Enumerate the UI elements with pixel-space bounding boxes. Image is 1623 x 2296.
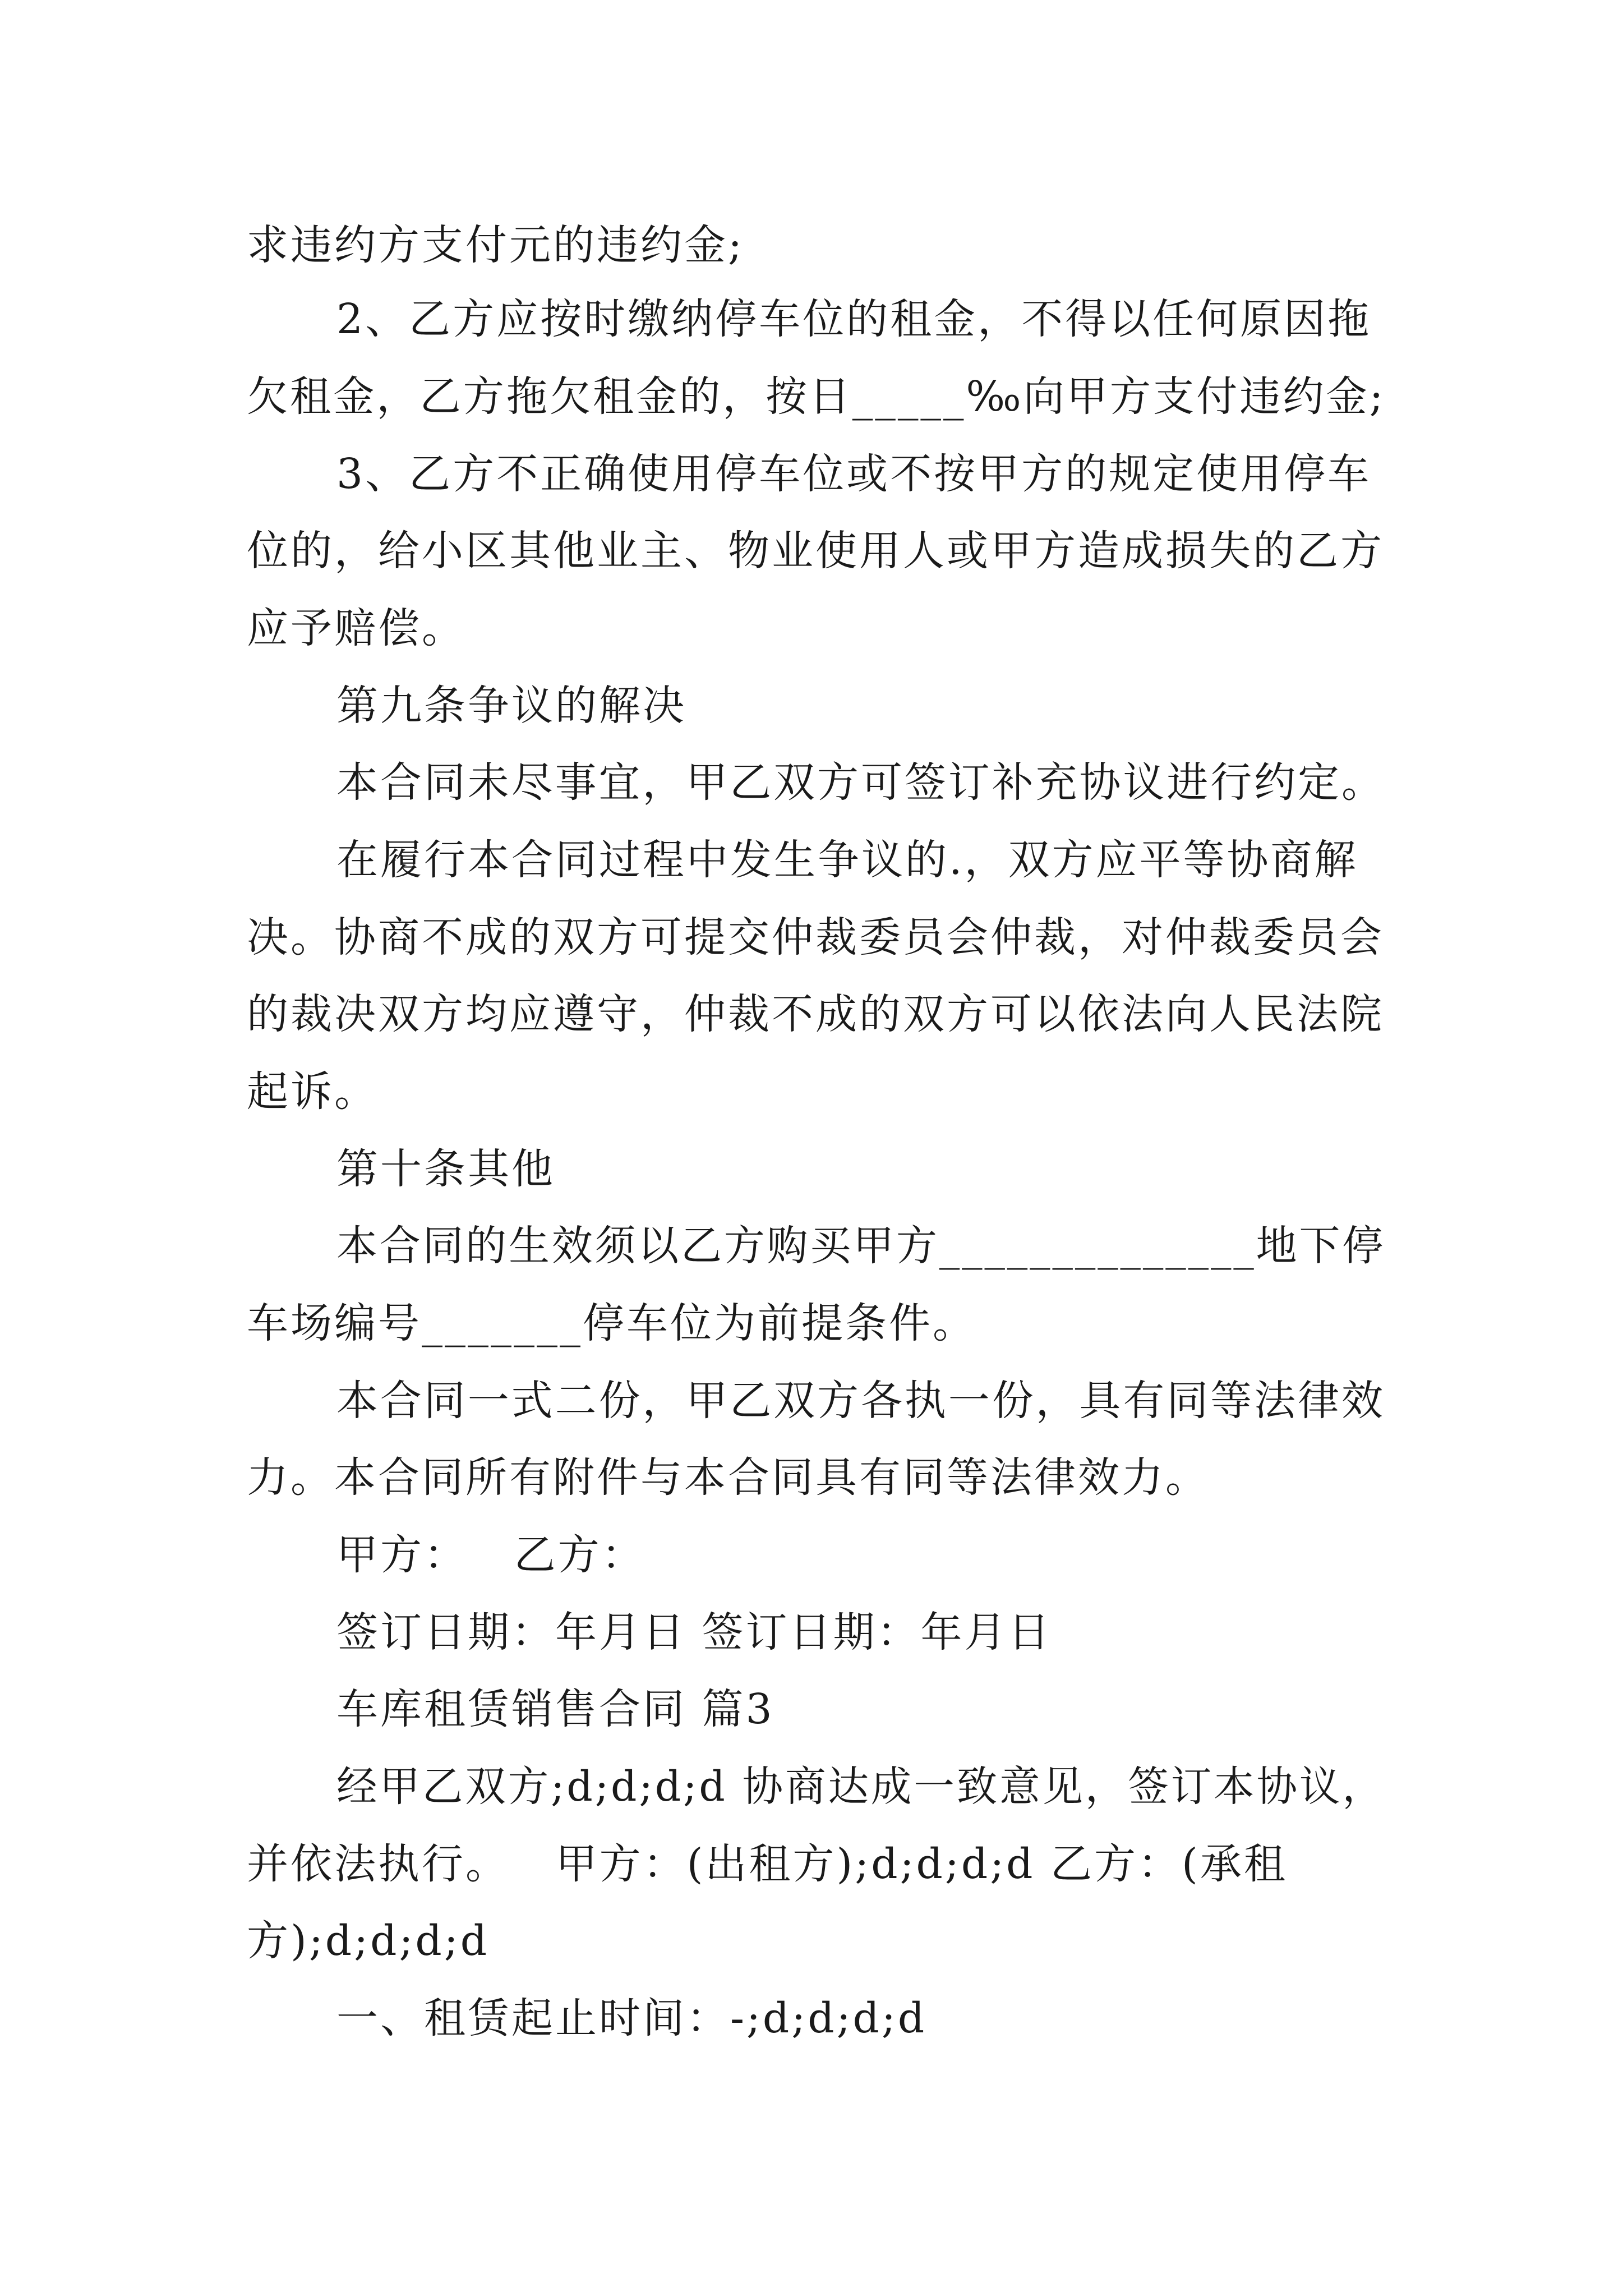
section-heading: 第九条争议的解决 [336,682,686,730]
text-line: 决。协商不成的双方可提交仲裁委员会仲裁，对仲裁委员会 [247,913,1384,961]
text-line: 方);d;d;d;d [247,1917,490,1965]
text-line: 求违约方支付元的违约金; [247,221,744,269]
text-line: 欠租金，乙方拖欠租金的，按日_____‰向甲方支付违约金; [247,372,1386,421]
text-line: 应予赔偿。 [247,604,465,652]
text-line: 位的，给小区其他业主、物业使用人或甲方造成损失的乙方 [247,527,1384,575]
text-line: 2、乙方应按时缴纳停车位的租金，不得以任何原因拖 [336,295,1372,343]
text-line: 并依法执行。 甲方：(出租方);d;d;d;d 乙方：(承租 [247,1840,1288,1888]
contract-title: 车库租赁销售合同 篇3 [336,1685,774,1733]
text-line: 经甲乙双方;d;d;d;d 协商达成一致意见，签订本协议， [336,1763,1385,1811]
text-line: 起诉。 [247,1068,378,1116]
text-line: 在履行本合同过程中发生争议的.，双方应平等协商解 [336,836,1358,884]
text-line: 一、租赁起止时间：-;d;d;d;d [336,1994,927,2042]
signature-parties: 甲方： 乙方： [336,1531,645,1579]
text-line: 的裁决双方均应遵守，仲裁不成的双方可以依法向人民法院 [247,990,1384,1038]
text-line: 本合同未尽事宜，甲乙双方可签订补充协议进行约定。 [336,758,1385,807]
section-heading: 第十条其他 [336,1145,555,1193]
text-line: 3、乙方不正确使用停车位或不按甲方的规定使用停车 [336,450,1372,498]
text-line: 本合同的生效须以乙方购买甲方______________地下停 [336,1222,1385,1270]
text-line: 本合同一式二份，甲乙双方各执一份，具有同等法律效 [336,1377,1385,1425]
text-line: 车场编号_______停车位为前提条件。 [247,1299,976,1347]
text-line: 力。本合同所有附件与本合同具有同等法律效力。 [247,1453,1209,1502]
signature-dates: 签订日期：年月日 签订日期：年月日 [336,1608,1052,1657]
